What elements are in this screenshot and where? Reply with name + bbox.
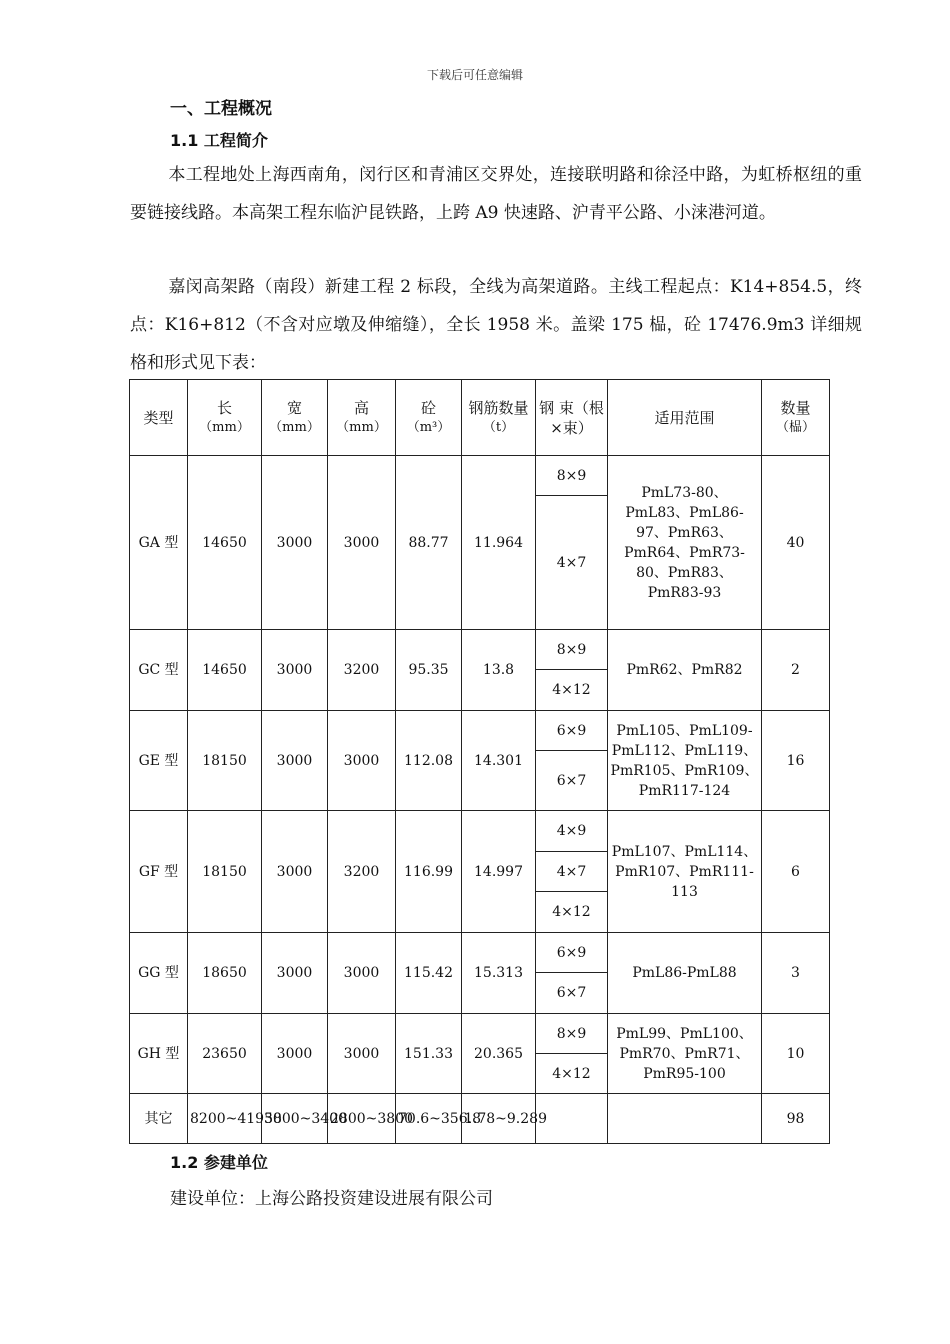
cell-rebar: 13.8 [462, 630, 536, 711]
table-row [130, 811, 830, 852]
header-width [262, 380, 328, 456]
header-type: 类型 [130, 380, 188, 456]
scope-paragraph [130, 268, 862, 382]
cell-width: 3000 [262, 711, 328, 811]
subsection-title-overview: 1.1 工程简介 [170, 131, 268, 150]
cell-scope: PmL99、PmL100、PmR70、PmR71、PmR95-100 [608, 1014, 762, 1094]
cell-count: 10 [762, 1014, 830, 1094]
cell-scope: PmL73-80、PmL83、PmL86-97、PmR63、PmR64、PmR73-80、PmR83、PmR83-93 [608, 456, 762, 630]
cell-count: 6 [762, 811, 830, 933]
header-length [188, 380, 262, 456]
header-count-unit: （榀） [775, 419, 815, 435]
cell-type: GA 型 [130, 456, 188, 630]
cell-width: 3000 [262, 630, 328, 711]
cell-strand: 6×9 [536, 711, 608, 751]
cell-concrete: 151.33 [396, 1014, 462, 1094]
cell-rebar: 14.997 [462, 811, 536, 933]
cell-strand: 4×12 [536, 1054, 608, 1094]
cell-count: 2 [762, 630, 830, 711]
cell-strand: 4×9 [536, 811, 608, 852]
cell-type: GF 型 [130, 811, 188, 933]
cell-type: GE 型 [130, 711, 188, 811]
table-row [130, 933, 830, 973]
cell-count: 3 [762, 933, 830, 1014]
cell-height: 3200 [328, 811, 396, 933]
cell-count: 98 [762, 1094, 830, 1144]
cell-type: GC 型 [130, 630, 188, 711]
cell-strand: 8×9 [536, 630, 608, 670]
cell-width: 3000 [262, 456, 328, 630]
header-rebar-label: 钢筋数量 [468, 398, 529, 417]
cell-strand: 8×9 [536, 1014, 608, 1054]
cell-length: 18650 [188, 933, 262, 1014]
header-note: 下载后可任意编辑 [426, 68, 523, 82]
header-length-unit: （mm） [199, 419, 250, 435]
cell-concrete: 115.42 [396, 933, 462, 1014]
header-concrete [396, 380, 462, 456]
cell-height: 3000 [328, 933, 396, 1014]
header-concrete-label: 砼 [420, 398, 436, 417]
capbeam-spec-table [129, 379, 830, 1144]
cell-length: 8200~41958 [188, 1094, 262, 1144]
cell-strand: 4×12 [536, 670, 608, 711]
cell-length: 18150 [188, 711, 262, 811]
cell-strand: 6×9 [536, 933, 608, 973]
cell-width: 3000 [262, 811, 328, 933]
table-row [130, 711, 830, 751]
cell-strand: 6×7 [536, 751, 608, 811]
header-width-label: 宽 [286, 398, 302, 417]
header-length-label: 长 [216, 398, 232, 417]
cell-scope [608, 1094, 762, 1144]
cell-strand: 4×7 [536, 496, 608, 630]
header-count-label: 数量 [780, 398, 811, 417]
header-count [762, 380, 830, 456]
cell-concrete: 116.99 [396, 811, 462, 933]
section-title: 一、工程概况 [170, 99, 272, 119]
table-row [130, 1094, 830, 1144]
cell-rebar: 11.964 [462, 456, 536, 630]
cell-length: 14650 [188, 630, 262, 711]
cell-scope: PmL105、PmL109-PmL112、PmL119、PmR105、PmR109、PmR117-124 [608, 711, 762, 811]
cell-rebar: 1.78~9.289 [462, 1094, 536, 1144]
cell-strand: 4×12 [536, 892, 608, 933]
cell-height: 3000 [328, 711, 396, 811]
builder-line: 建设单位：上海公路投资建设进展有限公司 [170, 1189, 493, 1209]
header-height-label: 高 [353, 398, 369, 417]
cell-rebar: 15.313 [462, 933, 536, 1014]
header-scope: 适用范围 [608, 380, 762, 456]
header-height-unit: （mm） [336, 419, 387, 435]
table-row [130, 1014, 830, 1054]
cell-concrete: 88.77 [396, 456, 462, 630]
cell-scope: PmL107、PmL114、PmR107、PmR111-113 [608, 811, 762, 933]
cell-strand: 4×7 [536, 852, 608, 892]
header-rebar [462, 380, 536, 456]
cell-scope: PmR62、PmR82 [608, 630, 762, 711]
cell-height: 3000 [328, 456, 396, 630]
cell-count: 40 [762, 456, 830, 630]
header-height [328, 380, 396, 456]
subsection-title-participants: 1.2 参建单位 [170, 1153, 268, 1172]
table-header-row [130, 380, 830, 456]
cell-height: 2800~3800 [328, 1094, 396, 1144]
intro-paragraph [130, 156, 862, 232]
cell-concrete: 95.35 [396, 630, 462, 711]
cell-length: 23650 [188, 1014, 262, 1094]
scope-paragraph-text: 嘉闵高架路（南段）新建工程 2 标段，全线为高架道路。主线工程起点：K14+854.5，终点：K16+812（不含对应墩及伸缩缝），全长 1958 米。盖梁 175 榀，砼 17476.9m3 详细规格和形式见下表： [130, 277, 862, 373]
header-strand: 钢 束（根×束） [536, 380, 608, 456]
cell-type: GH 型 [130, 1014, 188, 1094]
header-concrete-unit: （m³） [406, 419, 451, 435]
header-width-unit: （mm） [269, 419, 320, 435]
cell-rebar: 20.365 [462, 1014, 536, 1094]
cell-width: 3000 [262, 933, 328, 1014]
cell-width: 3000~3400 [262, 1094, 328, 1144]
cell-concrete: 112.08 [396, 711, 462, 811]
table-body [130, 456, 830, 1144]
cell-strand: 8×9 [536, 456, 608, 496]
cell-rebar: 14.301 [462, 711, 536, 811]
cell-width: 3000 [262, 1014, 328, 1094]
cell-height: 3000 [328, 1014, 396, 1094]
cell-length: 14650 [188, 456, 262, 630]
cell-type: 其它 [130, 1094, 188, 1144]
table-row [130, 456, 830, 496]
cell-scope: PmL86-PmL88 [608, 933, 762, 1014]
cell-length: 18150 [188, 811, 262, 933]
cell-height: 3200 [328, 630, 396, 711]
header-rebar-unit: （t） [482, 419, 515, 435]
cell-concrete: 70.6~356.8 [396, 1094, 462, 1144]
cell-count: 16 [762, 711, 830, 811]
cell-type: GG 型 [130, 933, 188, 1014]
intro-paragraph-text: 本工程地处上海西南角，闵行区和青浦区交界处，连接联明路和徐泾中路，为虹桥枢纽的重要链接线路。本高架工程东临沪昆铁路，上跨 A9 快速路、沪青平公路、小涞港河道。 [130, 165, 862, 223]
cell-strand: 6×7 [536, 973, 608, 1014]
table-row [130, 630, 830, 670]
